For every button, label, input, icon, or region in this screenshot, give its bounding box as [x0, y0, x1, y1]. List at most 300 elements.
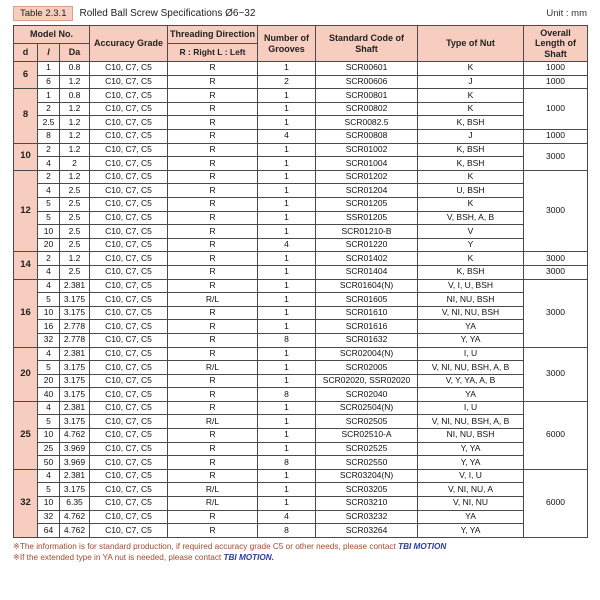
nut-type-cell: V, NI, NU, A — [418, 483, 524, 497]
grooves-cell: 8 — [258, 524, 316, 538]
nut-type-cell: YA — [418, 388, 524, 402]
table-number-label: Table 2.3.1 — [13, 6, 73, 21]
shaft-code-cell: SCR03232 — [316, 510, 418, 524]
spec-row — [14, 130, 588, 144]
grooves-cell: 1 — [258, 211, 316, 225]
footnote-2 — [13, 552, 587, 563]
grooves-cell: 1 — [258, 62, 316, 76]
footnote-1 — [13, 541, 587, 552]
grooves-cell: 1 — [258, 170, 316, 184]
nut-type-cell: NI, NU, BSH — [418, 293, 524, 307]
ball-diameter-cell: 3.175 — [60, 306, 90, 320]
spec-row — [14, 143, 588, 157]
nut-type-cell: K, BSH — [418, 157, 524, 171]
nut-type-cell: J — [418, 75, 524, 89]
ball-diameter-cell: 4.762 — [60, 429, 90, 443]
accuracy-grade-cell: C10, C7, C5 — [90, 429, 168, 443]
nut-type-cell: YA — [418, 320, 524, 334]
ball-diameter-cell: 6.35 — [60, 497, 90, 511]
ball-diameter-cell: 1.2 — [60, 252, 90, 266]
header-overall-length: Overall Length of Shaft — [524, 26, 588, 62]
nut-type-cell: Y — [418, 238, 524, 252]
diameter-cell: 20 — [14, 347, 38, 401]
shaft-code-cell: SCR01205 — [316, 197, 418, 211]
grooves-cell: 2 — [258, 75, 316, 89]
grooves-cell: 1 — [258, 279, 316, 293]
shaft-code-cell: SCR02550 — [316, 456, 418, 470]
ball-diameter-cell: 1.2 — [60, 143, 90, 157]
spec-row — [14, 361, 588, 375]
threading-direction-cell: R — [168, 116, 258, 130]
header-threading-direction: Threading Direction — [168, 26, 258, 44]
threading-direction-cell: R — [168, 102, 258, 116]
accuracy-grade-cell: C10, C7, C5 — [90, 524, 168, 538]
spec-table — [13, 25, 588, 538]
spec-row — [14, 333, 588, 347]
spec-row — [14, 252, 588, 266]
ball-diameter-cell: 2.381 — [60, 279, 90, 293]
shaft-code-cell: SCR03205 — [316, 483, 418, 497]
spec-row — [14, 524, 588, 538]
accuracy-grade-cell: C10, C7, C5 — [90, 442, 168, 456]
accuracy-grade-cell: C10, C7, C5 — [90, 265, 168, 279]
threading-direction-cell: R — [168, 524, 258, 538]
threading-direction-cell: R — [168, 130, 258, 144]
overall-length-cell: 3000 — [524, 143, 588, 170]
lead-cell: 10 — [38, 429, 60, 443]
nut-type-cell: Y, YA — [418, 524, 524, 538]
shaft-code-cell: SCR01210-B — [316, 225, 418, 239]
shaft-code-cell: SCR03264 — [316, 524, 418, 538]
accuracy-grade-cell: C10, C7, C5 — [90, 415, 168, 429]
shaft-code-cell: SCR02004(N) — [316, 347, 418, 361]
threading-direction-cell: R — [168, 157, 258, 171]
unit-label: Unit : mm — [546, 8, 587, 19]
lead-cell: 4 — [38, 265, 60, 279]
ball-diameter-cell: 0.8 — [60, 89, 90, 103]
accuracy-grade-cell: C10, C7, C5 — [90, 361, 168, 375]
diameter-cell: 16 — [14, 279, 38, 347]
lead-cell: 64 — [38, 524, 60, 538]
lead-cell: 2.5 — [38, 116, 60, 130]
ball-diameter-cell: 3.969 — [60, 456, 90, 470]
threading-direction-cell: R — [168, 184, 258, 198]
threading-direction-cell: R — [168, 89, 258, 103]
overall-length-cell: 6000 — [524, 401, 588, 469]
grooves-cell: 8 — [258, 333, 316, 347]
accuracy-grade-cell: C10, C7, C5 — [90, 130, 168, 144]
threading-direction-cell: R — [168, 143, 258, 157]
spec-row — [14, 265, 588, 279]
lead-cell: 4 — [38, 184, 60, 198]
header-standard-code: Standard Code of Shaft — [316, 26, 418, 62]
grooves-cell: 1 — [258, 429, 316, 443]
ball-diameter-cell: 3.175 — [60, 415, 90, 429]
lead-cell: 2 — [38, 252, 60, 266]
title-bar — [13, 6, 587, 21]
diameter-cell: 12 — [14, 170, 38, 252]
spec-row — [14, 170, 588, 184]
ball-diameter-cell: 3.969 — [60, 442, 90, 456]
lead-cell: 5 — [38, 415, 60, 429]
ball-diameter-cell: 1.2 — [60, 116, 90, 130]
overall-length-cell: 3000 — [524, 170, 588, 252]
grooves-cell: 1 — [258, 306, 316, 320]
spec-row — [14, 483, 588, 497]
accuracy-grade-cell: C10, C7, C5 — [90, 89, 168, 103]
footnote-2-text: ※If the extended type in YA nut is needed, please contact — [13, 552, 224, 562]
spec-row — [14, 116, 588, 130]
diameter-cell: 25 — [14, 401, 38, 469]
nut-type-cell: Y, YA — [418, 333, 524, 347]
spec-row — [14, 157, 588, 171]
ball-diameter-cell: 3.175 — [60, 483, 90, 497]
header-d: d — [14, 44, 38, 62]
shaft-code-cell: SCR02510-A — [316, 429, 418, 443]
shaft-code-cell: SSR01205 — [316, 211, 418, 225]
nut-type-cell: K — [418, 102, 524, 116]
overall-length-cell: 1000 — [524, 62, 588, 76]
threading-direction-cell: R — [168, 170, 258, 184]
grooves-cell: 1 — [258, 483, 316, 497]
grooves-cell: 1 — [258, 361, 316, 375]
threading-direction-cell: R — [168, 306, 258, 320]
header-l: l — [38, 44, 60, 62]
lead-cell: 2 — [38, 170, 60, 184]
lead-cell: 16 — [38, 320, 60, 334]
nut-type-cell: K, BSH — [418, 143, 524, 157]
ball-diameter-cell: 2.381 — [60, 347, 90, 361]
lead-cell: 6 — [38, 75, 60, 89]
shaft-code-cell: SCR01202 — [316, 170, 418, 184]
lead-cell: 32 — [38, 510, 60, 524]
ball-diameter-cell: 1.2 — [60, 130, 90, 144]
header-row-1 — [14, 26, 588, 44]
lead-cell: 20 — [38, 374, 60, 388]
accuracy-grade-cell: C10, C7, C5 — [90, 388, 168, 402]
shaft-code-cell: SCR02040 — [316, 388, 418, 402]
accuracy-grade-cell: C10, C7, C5 — [90, 252, 168, 266]
ball-diameter-cell: 3.175 — [60, 388, 90, 402]
accuracy-grade-cell: C10, C7, C5 — [90, 197, 168, 211]
spec-row — [14, 89, 588, 103]
threading-direction-cell: R — [168, 252, 258, 266]
spec-row — [14, 401, 588, 415]
lead-cell: 50 — [38, 456, 60, 470]
diameter-cell: 8 — [14, 89, 38, 143]
nut-type-cell: K, BSH — [418, 116, 524, 130]
spec-row — [14, 320, 588, 334]
spec-row — [14, 510, 588, 524]
footnote-1-brand: TBI MOTION — [398, 541, 447, 551]
nut-type-cell: V, BSH, A, B — [418, 211, 524, 225]
grooves-cell: 8 — [258, 388, 316, 402]
ball-diameter-cell: 2.381 — [60, 469, 90, 483]
spec-row — [14, 75, 588, 89]
nut-type-cell: V, NI, NU, BSH — [418, 306, 524, 320]
nut-type-cell: K — [418, 197, 524, 211]
shaft-code-cell: SCR01605 — [316, 293, 418, 307]
ball-diameter-cell: 0.8 — [60, 62, 90, 76]
nut-type-cell: Y, YA — [418, 442, 524, 456]
table-header — [14, 26, 588, 62]
nut-type-cell: YA — [418, 510, 524, 524]
nut-type-cell: V, NI, NU, BSH, A, B — [418, 415, 524, 429]
lead-cell: 32 — [38, 333, 60, 347]
shaft-code-cell: SCR01004 — [316, 157, 418, 171]
accuracy-grade-cell: C10, C7, C5 — [90, 401, 168, 415]
ball-diameter-cell: 2 — [60, 157, 90, 171]
threading-direction-cell: R/L — [168, 483, 258, 497]
shaft-code-cell: SCR03204(N) — [316, 469, 418, 483]
spec-row — [14, 429, 588, 443]
nut-type-cell: U, BSH — [418, 184, 524, 198]
lead-cell: 1 — [38, 62, 60, 76]
spec-row — [14, 374, 588, 388]
shaft-code-cell: SCR00606 — [316, 75, 418, 89]
lead-cell: 2 — [38, 143, 60, 157]
threading-direction-cell: R — [168, 469, 258, 483]
spec-row — [14, 456, 588, 470]
nut-type-cell: V, I, U, BSH — [418, 279, 524, 293]
header-threading-sub: R : Right L : Left — [168, 44, 258, 62]
threading-direction-cell: R — [168, 442, 258, 456]
shaft-code-cell: SCR01002 — [316, 143, 418, 157]
shaft-code-cell: SCR02005 — [316, 361, 418, 375]
threading-direction-cell: R/L — [168, 293, 258, 307]
shaft-code-cell: SCR01402 — [316, 252, 418, 266]
threading-direction-cell: R/L — [168, 415, 258, 429]
lead-cell: 40 — [38, 388, 60, 402]
accuracy-grade-cell: C10, C7, C5 — [90, 143, 168, 157]
ball-diameter-cell: 2.5 — [60, 211, 90, 225]
nut-type-cell: K — [418, 89, 524, 103]
overall-length-cell: 3000 — [524, 279, 588, 347]
grooves-cell: 1 — [258, 497, 316, 511]
nut-type-cell: I, U — [418, 347, 524, 361]
spec-row — [14, 442, 588, 456]
grooves-cell: 8 — [258, 456, 316, 470]
lead-cell: 5 — [38, 361, 60, 375]
spec-row — [14, 238, 588, 252]
header-number-of-grooves: Number of Grooves — [258, 26, 316, 62]
ball-diameter-cell: 1.2 — [60, 102, 90, 116]
grooves-cell: 1 — [258, 374, 316, 388]
overall-length-cell: 6000 — [524, 469, 588, 537]
grooves-cell: 1 — [258, 102, 316, 116]
shaft-code-cell: SCR02020, SSR02020 — [316, 374, 418, 388]
nut-type-cell: V, I, U — [418, 469, 524, 483]
ball-diameter-cell: 2.5 — [60, 238, 90, 252]
grooves-cell: 1 — [258, 157, 316, 171]
ball-diameter-cell: 1.2 — [60, 170, 90, 184]
shaft-code-cell: SCR0082.5 — [316, 116, 418, 130]
lead-cell: 4 — [38, 157, 60, 171]
nut-type-cell: V — [418, 225, 524, 239]
grooves-cell: 1 — [258, 293, 316, 307]
accuracy-grade-cell: C10, C7, C5 — [90, 102, 168, 116]
ball-diameter-cell: 2.5 — [60, 197, 90, 211]
overall-length-cell: 3000 — [524, 265, 588, 279]
accuracy-grade-cell: C10, C7, C5 — [90, 238, 168, 252]
ball-diameter-cell: 2.5 — [60, 225, 90, 239]
ball-diameter-cell: 2.778 — [60, 320, 90, 334]
shaft-code-cell: SCR01604(N) — [316, 279, 418, 293]
diameter-cell: 10 — [14, 143, 38, 170]
ball-diameter-cell: 3.175 — [60, 374, 90, 388]
lead-cell: 20 — [38, 238, 60, 252]
shaft-code-cell: SCR01404 — [316, 265, 418, 279]
threading-direction-cell: R — [168, 279, 258, 293]
grooves-cell: 4 — [258, 238, 316, 252]
accuracy-grade-cell: C10, C7, C5 — [90, 116, 168, 130]
shaft-code-cell: SCR00801 — [316, 89, 418, 103]
threading-direction-cell: R — [168, 429, 258, 443]
lead-cell: 4 — [38, 401, 60, 415]
nut-type-cell: V, Y, YA, A, B — [418, 374, 524, 388]
lead-cell: 10 — [38, 306, 60, 320]
threading-direction-cell: R — [168, 197, 258, 211]
ball-diameter-cell: 3.175 — [60, 293, 90, 307]
grooves-cell: 1 — [258, 415, 316, 429]
spec-row — [14, 497, 588, 511]
ball-diameter-cell: 2.5 — [60, 265, 90, 279]
shaft-code-cell: SCR01616 — [316, 320, 418, 334]
nut-type-cell: V, NI, NU — [418, 497, 524, 511]
spec-row — [14, 197, 588, 211]
overall-length-cell: 1000 — [524, 130, 588, 144]
threading-direction-cell: R — [168, 333, 258, 347]
spec-row — [14, 184, 588, 198]
lead-cell: 1 — [38, 89, 60, 103]
grooves-cell: 1 — [258, 265, 316, 279]
accuracy-grade-cell: C10, C7, C5 — [90, 75, 168, 89]
threading-direction-cell: R — [168, 238, 258, 252]
ball-diameter-cell: 1.2 — [60, 75, 90, 89]
spec-row — [14, 225, 588, 239]
overall-length-cell: 1000 — [524, 89, 588, 130]
grooves-cell: 1 — [258, 347, 316, 361]
lead-cell: 10 — [38, 225, 60, 239]
grooves-cell: 1 — [258, 442, 316, 456]
threading-direction-cell: R — [168, 320, 258, 334]
spec-row — [14, 279, 588, 293]
shaft-code-cell: SCR01632 — [316, 333, 418, 347]
ball-diameter-cell: 4.762 — [60, 510, 90, 524]
grooves-cell: 4 — [258, 130, 316, 144]
accuracy-grade-cell: C10, C7, C5 — [90, 170, 168, 184]
footnote-2-brand: TBI MOTION. — [223, 552, 274, 562]
accuracy-grade-cell: C10, C7, C5 — [90, 469, 168, 483]
shaft-code-cell: SCR02505 — [316, 415, 418, 429]
header-accuracy-grade: Accuracy Grade — [90, 26, 168, 62]
lead-cell: 5 — [38, 197, 60, 211]
threading-direction-cell: R — [168, 456, 258, 470]
threading-direction-cell: R — [168, 347, 258, 361]
spec-row — [14, 306, 588, 320]
lead-cell: 5 — [38, 211, 60, 225]
lead-cell: 5 — [38, 293, 60, 307]
grooves-cell: 1 — [258, 143, 316, 157]
threading-direction-cell: R — [168, 225, 258, 239]
diameter-cell: 32 — [14, 469, 38, 537]
shaft-code-cell: SCR01204 — [316, 184, 418, 198]
accuracy-grade-cell: C10, C7, C5 — [90, 211, 168, 225]
accuracy-grade-cell: C10, C7, C5 — [90, 497, 168, 511]
threading-direction-cell: R/L — [168, 497, 258, 511]
lead-cell: 2 — [38, 102, 60, 116]
nut-type-cell: I, U — [418, 401, 524, 415]
lead-cell: 25 — [38, 442, 60, 456]
accuracy-grade-cell: C10, C7, C5 — [90, 62, 168, 76]
header-da: Da — [60, 44, 90, 62]
spec-row — [14, 293, 588, 307]
spec-row — [14, 388, 588, 402]
grooves-cell: 1 — [258, 320, 316, 334]
spec-row — [14, 469, 588, 483]
accuracy-grade-cell: C10, C7, C5 — [90, 510, 168, 524]
header-type-of-nut: Type of Nut — [418, 26, 524, 62]
threading-direction-cell: R — [168, 388, 258, 402]
accuracy-grade-cell: C10, C7, C5 — [90, 483, 168, 497]
accuracy-grade-cell: C10, C7, C5 — [90, 347, 168, 361]
threading-direction-cell: R/L — [168, 361, 258, 375]
overall-length-cell: 3000 — [524, 252, 588, 266]
threading-direction-cell: R — [168, 401, 258, 415]
accuracy-grade-cell: C10, C7, C5 — [90, 374, 168, 388]
nut-type-cell: V, NI, NU, BSH, A, B — [418, 361, 524, 375]
header-model-no: Model No. — [14, 26, 90, 44]
grooves-cell: 4 — [258, 510, 316, 524]
accuracy-grade-cell: C10, C7, C5 — [90, 184, 168, 198]
nut-type-cell: Y, YA — [418, 456, 524, 470]
overall-length-cell: 1000 — [524, 75, 588, 89]
ball-diameter-cell: 2.381 — [60, 401, 90, 415]
accuracy-grade-cell: C10, C7, C5 — [90, 333, 168, 347]
shaft-code-cell: SCR01610 — [316, 306, 418, 320]
grooves-cell: 1 — [258, 89, 316, 103]
nut-type-cell: J — [418, 130, 524, 144]
accuracy-grade-cell: C10, C7, C5 — [90, 293, 168, 307]
ball-diameter-cell: 3.175 — [60, 361, 90, 375]
spec-row — [14, 102, 588, 116]
diameter-cell: 6 — [14, 62, 38, 89]
threading-direction-cell: R — [168, 62, 258, 76]
nut-type-cell: K — [418, 252, 524, 266]
spec-row — [14, 211, 588, 225]
lead-cell: 4 — [38, 279, 60, 293]
threading-direction-cell: R — [168, 75, 258, 89]
threading-direction-cell: R — [168, 211, 258, 225]
grooves-cell: 1 — [258, 252, 316, 266]
footnote-1-text: ※The information is for standard production, if required accuracy grade C5 or other needs, please contact — [13, 541, 399, 551]
overall-length-cell: 3000 — [524, 347, 588, 401]
grooves-cell: 1 — [258, 184, 316, 198]
nut-type-cell: K, BSH — [418, 265, 524, 279]
nut-type-cell: K — [418, 170, 524, 184]
ball-diameter-cell: 4.762 — [60, 524, 90, 538]
grooves-cell: 1 — [258, 116, 316, 130]
page-title: Rolled Ball Screw Specifications Ø6~32 — [79, 8, 256, 19]
lead-cell: 10 — [38, 497, 60, 511]
grooves-cell: 1 — [258, 469, 316, 483]
diameter-cell: 14 — [14, 252, 38, 279]
spec-row — [14, 415, 588, 429]
accuracy-grade-cell: C10, C7, C5 — [90, 225, 168, 239]
lead-cell: 4 — [38, 347, 60, 361]
accuracy-grade-cell: C10, C7, C5 — [90, 456, 168, 470]
threading-direction-cell: R — [168, 510, 258, 524]
